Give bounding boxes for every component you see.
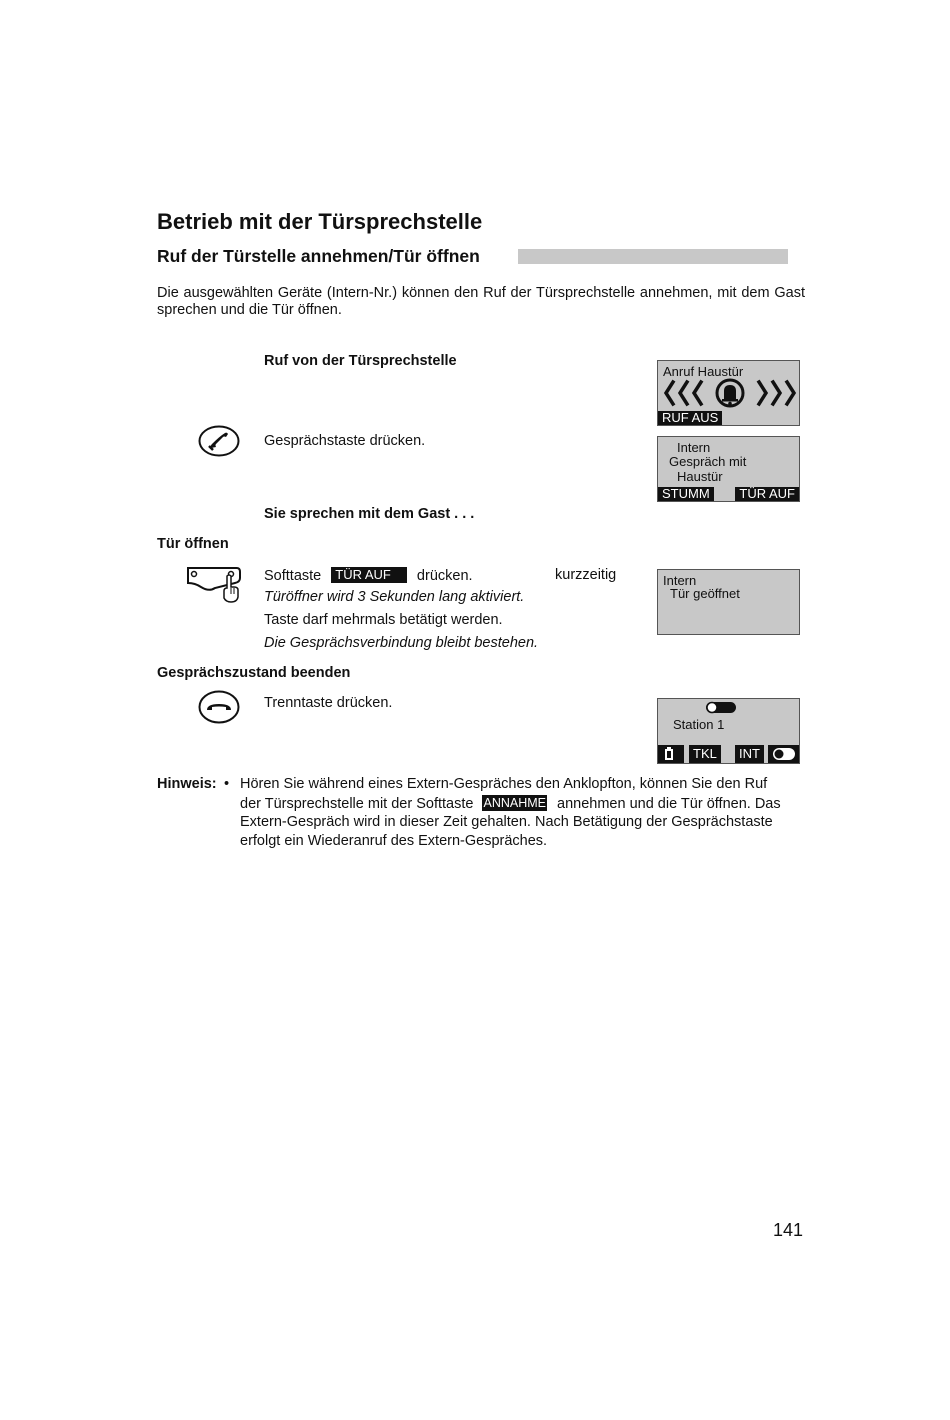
softtaste-prefix: Softtaste xyxy=(264,568,322,584)
hinweis-line2-prefix: der Türsprechstelle mit der Softtaste xyxy=(240,796,474,812)
door-bell-icon xyxy=(662,377,798,412)
display-line: Gespräch mit xyxy=(669,454,747,469)
hinweis-line: Extern-Gespräch wird in dieser Zeit gehalten. Nach Betätigung der Gesprächstaste xyxy=(240,814,773,830)
tuer-oeffnen-heading: Tür öffnen xyxy=(157,536,229,552)
display-line: Intern xyxy=(677,440,711,455)
display-anruf-haustuer xyxy=(657,360,800,426)
toggle-icon xyxy=(705,701,737,717)
softkey-annahme-inline: ANNAHME xyxy=(483,796,546,810)
sprechen-heading: Sie sprechen mit dem Gast . . . xyxy=(264,506,475,522)
subtitle-bar xyxy=(518,249,788,264)
softkey-ruf-aus[interactable]: RUF AUS xyxy=(658,411,722,425)
softtaste-suffix: drücken. xyxy=(416,568,473,584)
ruf-heading: Ruf von der Türsprechstelle xyxy=(264,353,457,369)
softkey-tkl[interactable]: TKL xyxy=(689,745,721,763)
kurzzeitig-label: kurzzeitig xyxy=(555,567,617,583)
display-tuer-geoeffnet xyxy=(657,569,800,635)
softkey-stumm[interactable]: STUMM xyxy=(658,487,714,501)
hinweis-line: erfolgt ein Wiederanruf des Extern-Gespräches. xyxy=(240,833,548,849)
page-number: 141 xyxy=(773,1220,804,1240)
display-line: Intern xyxy=(663,573,697,588)
toggle-key-icon[interactable] xyxy=(768,745,799,763)
display-line: Station 1 xyxy=(673,717,725,732)
display-line: Anruf Haustür xyxy=(663,364,744,379)
softtaste-line xyxy=(264,567,473,585)
battery-icon xyxy=(658,745,684,763)
trenntaste-text: Trenntaste drücken. xyxy=(264,695,393,711)
verbindung-text: Die Gesprächsverbindung bleibt bestehen. xyxy=(264,635,539,651)
tueroeffner-text: Türöffner wird 3 Sekunden lang aktiviert. xyxy=(264,589,525,605)
display-line: Haustür xyxy=(677,469,723,484)
intro-paragraph: Die ausgewählten Geräte (Intern-Nr.) können den Ruf der Türsprechstelle annehmen, mit dem Gast sprechen und die Tür öffnen. xyxy=(157,285,805,318)
display-station xyxy=(657,698,800,764)
display-gespraech xyxy=(657,436,800,502)
softkey-press-icon xyxy=(185,564,241,604)
section-subtitle: Ruf der Türstelle annehmen/Tür öffnen xyxy=(157,246,480,266)
mehrmals-text: Taste darf mehrmals betätigt werden. xyxy=(264,612,503,628)
display-line: Tür geöffnet xyxy=(670,586,740,601)
softkey-int[interactable]: INT xyxy=(735,745,764,763)
handset-talk-icon xyxy=(198,425,240,457)
hinweis-line: Hören Sie während eines Extern-Gespräches den Anklopfton, können Sie den Ruf xyxy=(240,776,768,792)
handset-end-icon xyxy=(198,690,240,724)
softkey-tuer-auf[interactable]: TÜR AUF xyxy=(735,487,799,501)
softkey-tuer-auf-inline: TÜR AUF xyxy=(331,567,407,583)
hinweis-bullet: • xyxy=(224,776,230,792)
page-title: Betrieb mit der Türsprechstelle xyxy=(157,209,483,234)
hinweis-label: Hinweis: xyxy=(157,776,217,792)
beenden-heading: Gesprächszustand beenden xyxy=(157,665,351,681)
hinweis-line2-suffix: annehmen und die Tür öffnen. Das xyxy=(557,796,781,812)
hinweis-line xyxy=(240,795,781,813)
gespraechstaste-text: Gesprächstaste drücken. xyxy=(264,433,426,449)
